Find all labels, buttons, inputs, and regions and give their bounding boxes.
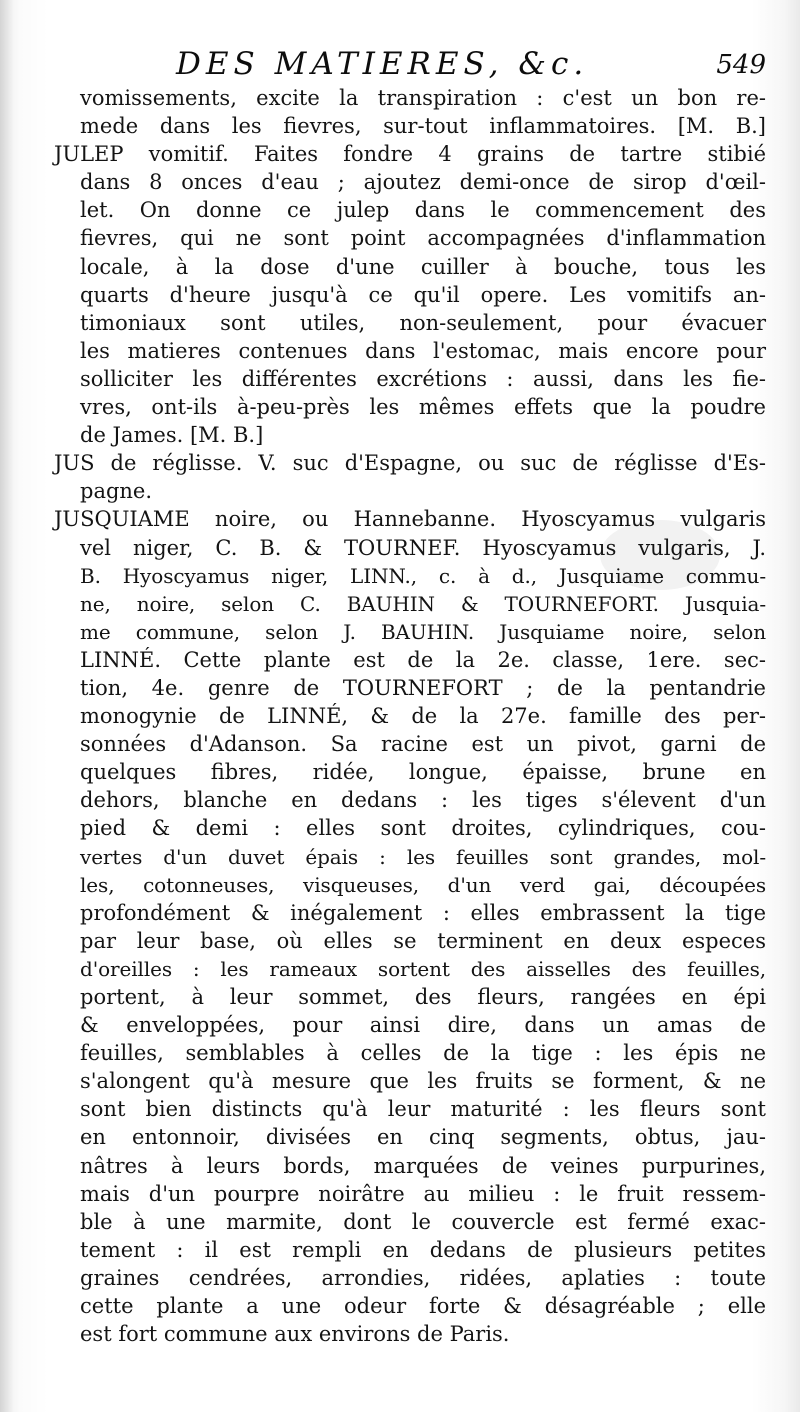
text-line: de James. [M. B.] <box>80 423 264 448</box>
text-line: dans 8 onces d'eau ; ajoutez demi-once de sirop d'œil- <box>80 170 766 195</box>
text-line: ble à une marmite, dont le couvercle est fermé exac- <box>80 1209 766 1234</box>
text-line: dehors, blanche en dedans : les tiges s'élevent d'un <box>80 788 766 813</box>
text-line: pagne. <box>80 479 153 504</box>
text-line: timoniaux sont utiles, non-seulement, pour évacuer <box>80 310 766 335</box>
text-line: sont bien distincts qu'à leur maturité : les fleurs sont <box>80 1097 766 1122</box>
text-line: graines cendrées, arrondies, ridées, aplaties : toute <box>80 1265 766 1290</box>
text-line: & enveloppées, pour ainsi dire, dans un amas de <box>80 1013 766 1038</box>
text-line: vomissements, excite la transpiration : c'est un bon re- <box>80 86 766 110</box>
entry-line-jus: JUS de réglisse. V. suc d'Espagne, ou suc de réglisse d'Es- <box>54 451 766 476</box>
text-line: feuilles, semblables à celles de la tige : les épis ne <box>80 1041 766 1066</box>
text-line: cette plante a une odeur forte & désagréable ; elle <box>80 1294 766 1319</box>
text-line: profondément & inégalement : elles embrassent la tige <box>80 900 766 925</box>
body-text <box>54 84 766 1348</box>
text-line: tion, 4e. genre de TOURNEFORT ; de la pentandrie <box>80 675 766 700</box>
text-line: est fort commune aux environs de Paris. <box>80 1322 510 1347</box>
text-line: mede dans les fievres, sur-tout inflammatoires. [M. B.] <box>80 114 766 139</box>
entry-line-jusquiame: JUSQUIAME noire, ou Hannebanne. Hyoscyamus vulgaris <box>54 507 766 532</box>
text-line: fievres, qui ne sont point accompagnées d'inflammation <box>80 226 766 251</box>
text-line: en entonnoir, divisées en cinq segments, obtus, jau- <box>80 1125 766 1150</box>
text-line: locale, à la dose d'une cuiller à bouche, tous les <box>80 254 766 279</box>
text-line: pied & demi : elles sont droites, cylindriques, cou- <box>80 816 766 841</box>
text-line: portent, à leur sommet, des fleurs, rangées en épi <box>80 985 766 1009</box>
text-line: par leur base, où elles se terminent en deux especes <box>80 928 766 953</box>
text-line: les, cotonneuses, visqueuses, d'un verd gai, découpées <box>80 872 766 897</box>
text-line: LINNÉ. Cette plante est de la 2e. classe, 1ere. sec- <box>80 647 766 672</box>
running-head-title: DES MATIERES, &c. <box>176 46 589 82</box>
text-line: tement : il est rempli en dedans de plusieurs petites <box>80 1237 766 1262</box>
text-line: s'alongent qu'à mesure que les fruits se forment, & ne <box>80 1069 766 1094</box>
text-line: nâtres à leurs bords, marquées de veines purpurines, <box>80 1153 766 1178</box>
text-line: vres, ont-ils à-peu-près les mêmes effets que la poudre <box>80 395 766 420</box>
text-line: let. On donne ce julep dans le commencement des <box>80 198 766 223</box>
page-gutter-shadow <box>0 0 14 1412</box>
text-line: vertes d'un duvet épais : les feuilles sont grandes, mol- <box>80 844 766 869</box>
page-number: 549 <box>716 50 766 80</box>
text-line: quarts d'heure jusqu'à ce qu'il opere. Les vomitifs an- <box>80 282 766 307</box>
text-line: B. Hyoscyamus niger, LINN., c. à d., Jusquiame commu- <box>80 563 766 588</box>
text-line: d'oreilles : les rameaux sortent des aisselles des feuilles, <box>80 956 766 981</box>
text-line: ne, noire, selon C. BAUHIN & TOURNEFORT. Jusquia- <box>80 591 766 616</box>
text-line: sonnées d'Adanson. Sa racine est un pivot, garni de <box>80 732 766 757</box>
text-line: vel niger, C. B. & TOURNEF. Hyoscyamus vulgaris, J. <box>80 535 766 560</box>
text-line: monogynie de LINNÉ, & de la 27e. famille des per- <box>80 704 766 729</box>
text-line: solliciter les différentes excrétions : aussi, dans les fie- <box>80 366 766 391</box>
text-line: me commune, selon J. BAUHIN. Jusquiame noire, selon <box>80 619 766 644</box>
entry-line-julep: JULEP vomitif. Faites fondre 4 grains de tartre stibié <box>54 142 766 167</box>
text-line: les matieres contenues dans l'estomac, mais encore pour <box>80 338 766 363</box>
text-line: mais d'un pourpre noirâtre au milieu : le fruit ressem- <box>80 1181 766 1206</box>
text-line: quelques fibres, ridée, longue, épaisse, brune en <box>80 760 766 785</box>
